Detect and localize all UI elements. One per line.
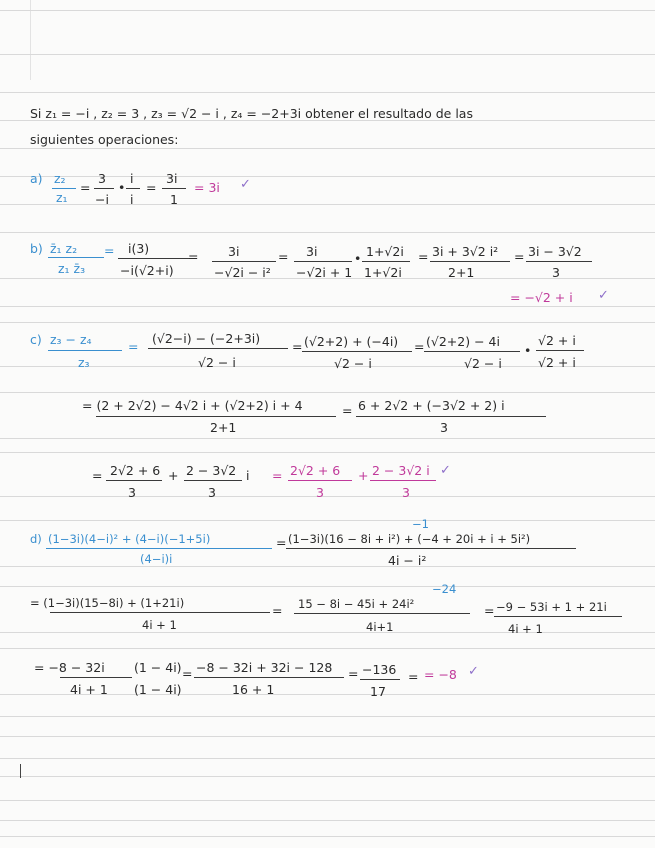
- part-d-row3-c-den: 16 + 1: [232, 682, 275, 697]
- ruled-line: [0, 232, 655, 233]
- equals-sign: =: [418, 249, 429, 264]
- part-a-lhs-bar: [52, 188, 76, 189]
- part-d-rhs-bar: [286, 548, 576, 549]
- equals-sign: =: [348, 666, 359, 681]
- ruled-line: [0, 758, 655, 759]
- part-b-f2-den: −√2i − i²: [214, 265, 271, 280]
- equals-sign: =: [272, 603, 283, 618]
- part-b-f2-num: 3i: [228, 244, 240, 259]
- part-a-lhs-numerator: z₂: [54, 171, 66, 186]
- part-b-f6-num: 3i − 3√2: [528, 244, 582, 259]
- equals-sign: =: [484, 603, 495, 618]
- part-c-row2-right-num: 6 + 2√2 + (−3√2 + 2) i: [358, 398, 505, 413]
- part-c-f4-bar: [536, 350, 584, 351]
- part-d-row3-d-num: −136: [362, 662, 397, 677]
- part-c-row2-den: 2+1: [210, 420, 237, 435]
- part-d-label: d): [30, 532, 42, 546]
- part-c-final-b-num: 2 − 3√2 i: [372, 463, 430, 478]
- part-d-row2-c-num: −9 − 53i + 1 + 21i: [496, 600, 607, 614]
- equals-sign: =: [92, 468, 103, 483]
- part-b-f1-num: i(3): [128, 241, 150, 256]
- ruled-line: [0, 452, 655, 453]
- part-c-lhs-numerator: z₃ − z₄: [50, 332, 92, 347]
- part-c-final-a-bar: [288, 480, 352, 481]
- part-c-lhs-bar: [48, 350, 122, 351]
- part-c-row2-bar: [96, 416, 336, 417]
- part-a-lhs-denominator: z₁: [56, 190, 68, 205]
- part-d-row2-a-den: 4i + 1: [142, 618, 177, 632]
- part-c-f2-den: √2 − i: [334, 356, 372, 371]
- part-c-f2-num: (√2+2) + (−4i): [304, 334, 399, 349]
- ruled-line: [0, 92, 655, 93]
- plus-sign: +: [358, 468, 369, 483]
- imaginary-unit: i: [246, 468, 250, 483]
- part-b-f2-bar: [212, 261, 276, 262]
- part-c-f1-den: √2 − i: [198, 355, 236, 370]
- part-d-annotation-1: −1: [412, 517, 429, 531]
- ruled-line: [0, 520, 655, 521]
- part-c-row3-b-bar: [184, 480, 242, 481]
- ruled-line: [0, 586, 655, 587]
- part-d-result: = −8: [424, 667, 457, 682]
- part-a-f1-num: 3: [98, 171, 106, 186]
- part-b-lhs-bar: [48, 257, 104, 258]
- equals-sign: =: [408, 669, 419, 684]
- part-a-f2-bar: [126, 188, 140, 189]
- part-a-f1-bar: [94, 188, 114, 189]
- times-sign: •: [524, 343, 532, 358]
- part-b-result: = −√2 + i: [510, 290, 573, 305]
- part-b-f3-den: −√2i + 1: [296, 265, 353, 280]
- part-c-f4-num: √2 + i: [538, 333, 576, 348]
- part-b-f4-bar: [362, 261, 410, 262]
- part-d-row2-c-den: 4i + 1: [508, 622, 543, 636]
- part-c-row2-right-den: 3: [440, 420, 448, 435]
- part-d-rhs-num: (1−3i)(16 − 8i + i²) + (−4 + 20i + i + 5i²): [288, 532, 531, 546]
- ruled-line: [0, 820, 655, 821]
- part-a-f3-num: 3i: [166, 171, 178, 186]
- ruled-line: [0, 322, 655, 323]
- part-b-lhs-numerator: z̄₁ z₂: [50, 241, 78, 256]
- check-mark-icon: ✓: [468, 664, 479, 679]
- ruled-line: [0, 306, 655, 307]
- ruled-line: [0, 10, 655, 11]
- part-c-row2-num: = (2 + 2√2) − 4√2 i + (√2+2) i + 4: [82, 398, 303, 413]
- part-d-row2-b-den: 4i+1: [366, 620, 394, 634]
- part-b-f5-den: 2+1: [448, 265, 475, 280]
- part-b-f3-num: 3i: [306, 244, 318, 259]
- part-c-row3-a-num: 2√2 + 6: [110, 463, 161, 478]
- part-d-row3-d-den: 17: [370, 684, 386, 699]
- ruled-line: [0, 836, 655, 837]
- part-d-row3-d-bar: [360, 679, 400, 680]
- equals-sign: =: [104, 243, 115, 258]
- check-mark-icon: ✓: [240, 177, 251, 192]
- part-c-row3-a-bar: [106, 480, 162, 481]
- ruled-line: [0, 566, 655, 567]
- part-d-row3-a-num: = −8 − 32i: [34, 660, 105, 675]
- equals-sign: =: [278, 249, 289, 264]
- equals-sign: =: [80, 180, 91, 195]
- part-d-annotation-2: −24: [432, 582, 457, 596]
- ruled-line: [0, 648, 655, 649]
- part-d-lhs-denominator: (4−i)i: [140, 552, 173, 566]
- part-b-f1-bar: [118, 258, 196, 259]
- part-c-final-b-bar: [370, 480, 436, 481]
- ruled-line: [0, 438, 655, 439]
- part-d-row3-c-num: −8 − 32i + 32i − 128: [196, 660, 333, 675]
- times-sign: •: [354, 251, 362, 266]
- part-d-rhs-den: 4i − i²: [388, 553, 427, 568]
- equals-sign: =: [128, 339, 139, 354]
- page-margin-line: [30, 0, 31, 80]
- part-a-label: a): [30, 171, 43, 186]
- part-b-f5-num: 3i + 3√2 i²: [432, 244, 499, 259]
- ruled-line: [0, 632, 655, 633]
- part-d-row2-a-bar: [50, 612, 270, 613]
- check-mark-icon: ✓: [440, 463, 451, 478]
- equals-sign: =: [514, 249, 525, 264]
- part-c-row2-right-bar: [356, 416, 546, 417]
- ruled-line: [0, 54, 655, 55]
- part-d-row3-a-bar: [60, 677, 132, 678]
- part-d-row3-c-bar: [194, 677, 344, 678]
- part-c-final-a-num: 2√2 + 6: [290, 463, 341, 478]
- equals-sign: =: [292, 339, 303, 354]
- times-sign: •: [118, 180, 126, 195]
- part-c-lhs-denominator: z₃: [78, 355, 90, 370]
- check-mark-icon: ✓: [598, 288, 609, 303]
- part-c-row3-a-den: 3: [128, 485, 136, 500]
- part-c-f3-bar: [424, 351, 520, 352]
- part-a-f3-bar: [162, 188, 186, 189]
- part-b-f5-bar: [430, 261, 510, 262]
- part-c-f4-den: √2 + i: [538, 355, 576, 370]
- equals-sign: =: [276, 535, 287, 550]
- equals-sign: =: [146, 180, 157, 195]
- part-d-row2-b-bar: [294, 613, 470, 614]
- part-c-f1-bar: [148, 348, 288, 349]
- equals-sign: =: [342, 403, 353, 418]
- part-a-f3-den: 1: [170, 192, 178, 207]
- part-a-f2-den: i: [130, 192, 134, 207]
- ruled-line: [0, 496, 655, 497]
- equals-sign: =: [272, 468, 283, 483]
- part-b-lhs-denominator: z₁ z̄₃: [58, 261, 86, 276]
- part-d-row3-b-den: (1 − 4i): [134, 682, 182, 697]
- part-b-f6-den: 3: [552, 265, 560, 280]
- ruled-line: [0, 392, 655, 393]
- ruled-line: [0, 716, 655, 717]
- part-c-final-a-den: 3: [316, 485, 324, 500]
- part-c-f3-num: (√2+2) − 4i: [426, 334, 500, 349]
- part-a-result: = 3i: [194, 180, 220, 195]
- equals-sign: =: [188, 249, 199, 264]
- ruled-line: [0, 776, 655, 777]
- part-b-f3-bar: [294, 261, 352, 262]
- problem-statement-line-2: siguientes operaciones:: [30, 132, 179, 147]
- plus-sign: +: [168, 468, 179, 483]
- part-a-f2-num: i: [130, 171, 134, 186]
- part-d-row2-b-num: 15 − 8i − 45i + 24i²: [298, 597, 415, 611]
- problem-statement-line-1: Si z₁ = −i , z₂ = 3 , z₃ = √2 − i , z₄ = −2+3i obtener el resultado de las: [30, 106, 473, 121]
- part-b-f4-num: 1+√2i: [366, 244, 404, 259]
- part-c-label: c): [30, 332, 42, 347]
- part-c-row3-b-den: 3: [208, 485, 216, 500]
- part-b-f1-den: −i(√2+i): [120, 263, 174, 278]
- part-d-lhs-numerator: (1−3i)(4−i)² + (4−i)(−1+5i): [48, 532, 211, 546]
- equals-sign: =: [182, 666, 193, 681]
- part-c-final-b-den: 3: [402, 485, 410, 500]
- ruled-line: [0, 800, 655, 801]
- part-c-f2-bar: [302, 351, 412, 352]
- part-d-row3-b-num: (1 − 4i): [134, 660, 182, 675]
- part-b-f4-den: 1+√2i: [364, 265, 402, 280]
- part-d-lhs-bar: [46, 548, 272, 549]
- part-c-f1-num: (√2−i) − (−2+3i): [152, 331, 261, 346]
- part-d-row3-a-den: 4i + 1: [70, 682, 108, 697]
- part-a-f1-den: −i: [95, 192, 109, 207]
- part-d-row2-a-num: = (1−3i)(15−8i) + (1+21i): [30, 596, 185, 610]
- part-b-label: b): [30, 241, 43, 256]
- part-c-row3-b-num: 2 − 3√2: [186, 463, 237, 478]
- ruled-line: [0, 736, 655, 737]
- page-corner-mark: [20, 764, 21, 778]
- part-d-row2-c-bar: [494, 616, 622, 617]
- part-c-f3-den: √2 − i: [464, 356, 502, 371]
- ruled-line: [0, 148, 655, 149]
- equals-sign: =: [414, 339, 425, 354]
- part-b-f6-bar: [526, 261, 592, 262]
